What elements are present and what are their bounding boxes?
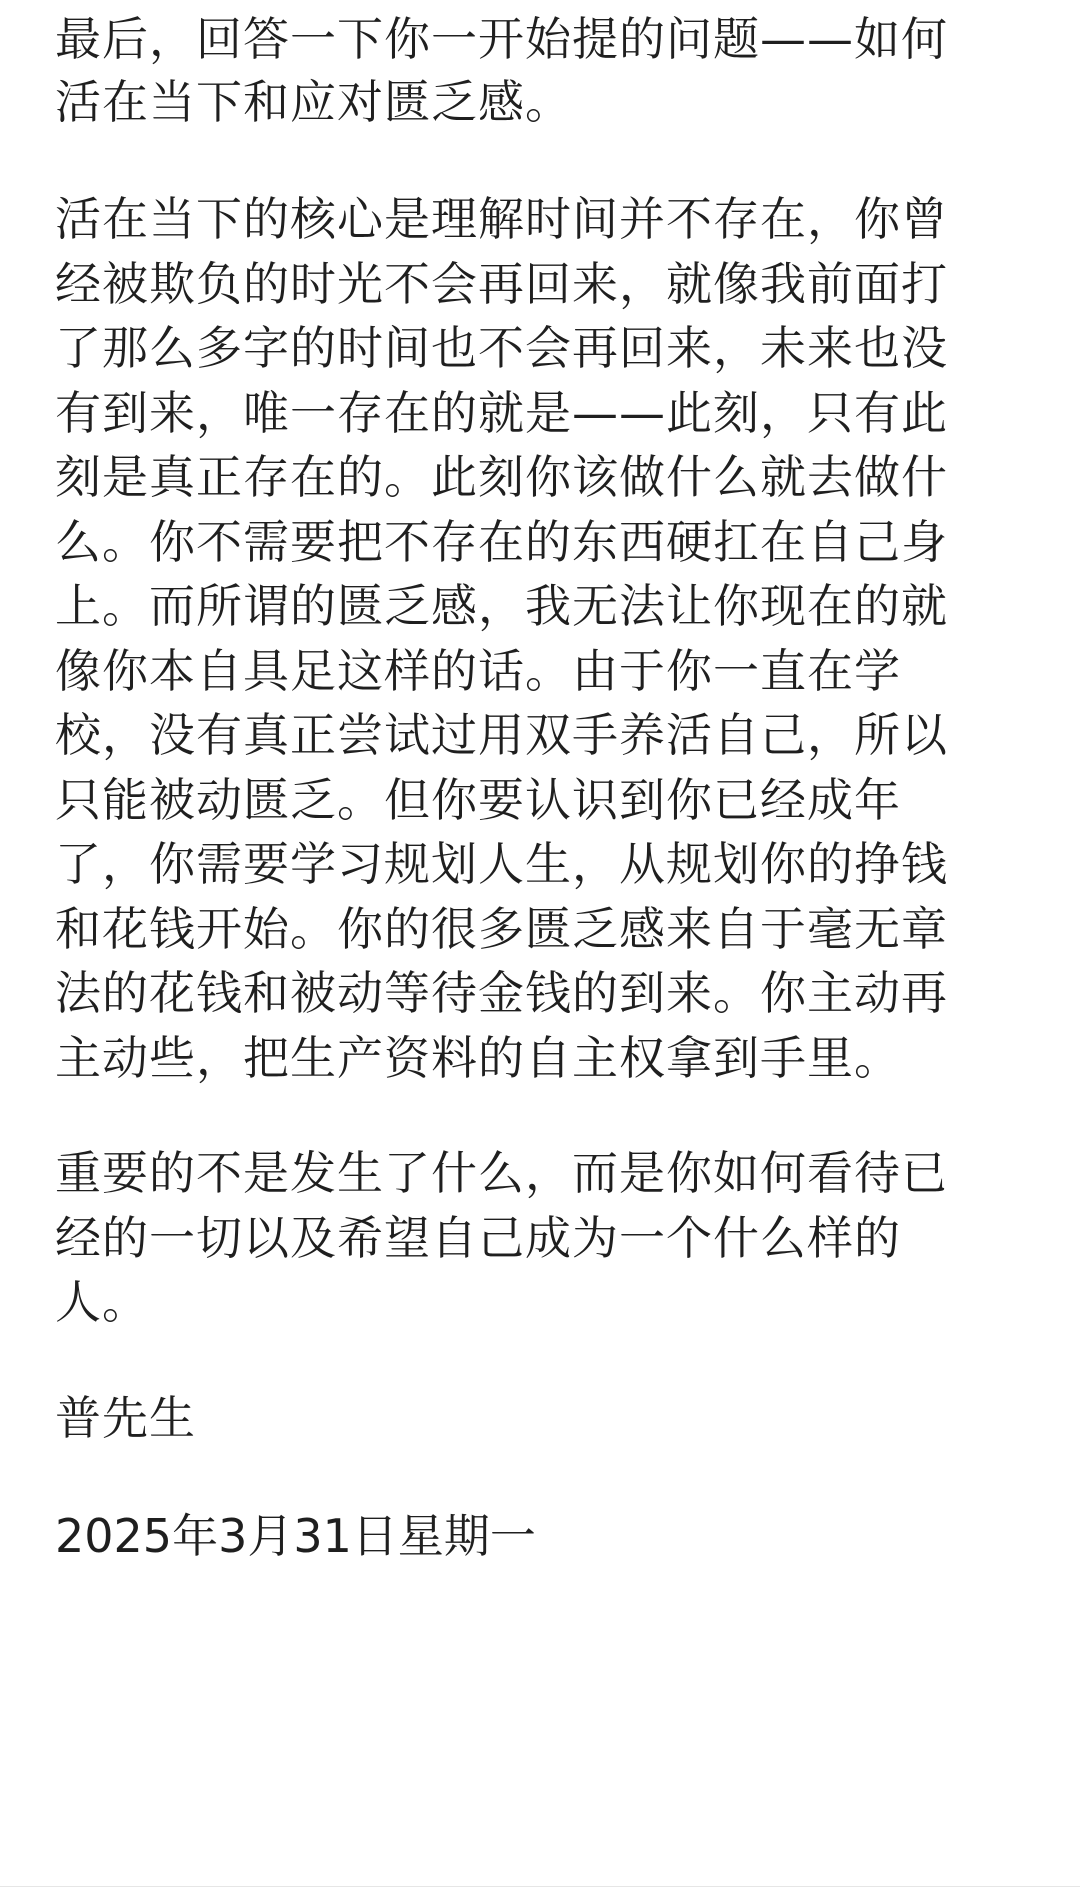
text-line: 和花钱开始。你的很多匮乏感来自于毫无章 bbox=[55, 902, 948, 956]
text-line: 人。 bbox=[55, 1275, 149, 1329]
text-line: 活在当下的核心是理解时间并不存在，你曾 bbox=[55, 192, 948, 246]
text-line: 了那么多字的时间也不会再回来，未来也没 bbox=[55, 321, 948, 375]
text-line: 经被欺负的时光不会再回来，就像我前面打 bbox=[55, 257, 948, 311]
text-line: 上。而所谓的匮乏感，我无法让你现在的就 bbox=[55, 579, 948, 633]
date-line: 2025年3月31日星期一 bbox=[55, 1509, 536, 1563]
text-line: 最后，回答一下你一开始提的问题——如何 bbox=[55, 12, 948, 66]
text-line: 法的花钱和被动等待金钱的到来。你主动再 bbox=[55, 966, 948, 1020]
text-line: 活在当下和应对匮乏感。 bbox=[55, 75, 572, 129]
text-line: 重要的不是发生了什么，而是你如何看待已 bbox=[55, 1146, 948, 1200]
text-line: 有到来，唯一存在的就是——此刻，只有此 bbox=[55, 386, 948, 440]
text-line: 么。你不需要把不存在的东西硬扛在自己身 bbox=[55, 515, 948, 569]
signature: 普先生 bbox=[55, 1391, 196, 1445]
text-line: 主动些，把生产资料的自主权拿到手里。 bbox=[55, 1031, 901, 1085]
text-line: 只能被动匮乏。但你要认识到你已经成年 bbox=[55, 773, 901, 827]
text-line: 了，你需要学习规划人生，从规划你的挣钱 bbox=[55, 837, 948, 891]
divider bbox=[0, 1886, 1080, 1887]
text-line: 刻是真正存在的。此刻你该做什么就去做什 bbox=[55, 450, 948, 504]
text-line: 像你本自具足这样的话。由于你一直在学 bbox=[55, 644, 901, 698]
text-line: 校，没有真正尝试过用双手养活自己，所以 bbox=[55, 708, 948, 762]
text-line: 经的一切以及希望自己成为一个什么样的 bbox=[55, 1211, 901, 1265]
